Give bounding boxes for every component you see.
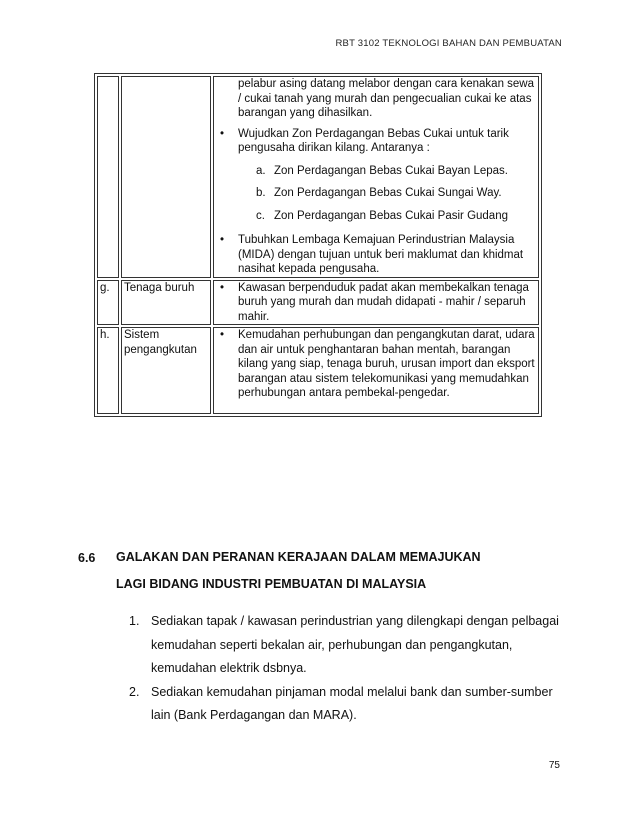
bullet-icon: •: [220, 127, 225, 140]
description-cell: [213, 327, 539, 414]
bullet-icon: •: [220, 329, 225, 341]
factor-cell: [121, 76, 211, 278]
factor-cell: Tenaga buruh: [121, 280, 211, 326]
list-item: • Wujudkan Zon Perdagangan Bebas Cukai untuk tarik pengusaha dirikan kilang. Antaranya :: [216, 127, 536, 156]
sub-list-item: b. Zon Perdagangan Bebas Cukai Sungai Way.: [256, 187, 502, 199]
table-row: [97, 327, 539, 414]
running-header: RBT 3102 TEKNOLOGI BAHAN DAN PEMBUATAN: [335, 38, 562, 49]
sub-list-item: c. Zon Perdagangan Bebas Cukai Pasir Gudang: [256, 209, 508, 222]
bullet-icon: •: [220, 234, 225, 246]
factors-table: [94, 73, 542, 417]
page-number: 75: [548, 760, 560, 771]
number-cell: g.: [97, 280, 119, 326]
section-title: [116, 544, 481, 598]
list-item: 1. Sediakan tapak / kawasan perindustrian yang dilengkapi dengan pelbagai kemudahan seperti bekalan air, perhubungan dan pengangkutan, kemudahan elektrik dsbnya.: [129, 614, 559, 675]
list-item: 2. Sediakan kemudahan pinjaman modal melalui bank dan sumber-sumber lain (Bank Perdagangan dan MARA).: [129, 684, 553, 722]
number-cell: [97, 76, 119, 278]
numbered-list: [129, 610, 569, 728]
section-title-line: LAGI BIDANG INDUSTRI PEMBUATAN DI MALAYSIA: [116, 577, 427, 591]
sub-list-item: a. Zon Perdagangan Bebas Cukai Bayan Lepas.: [256, 164, 508, 177]
description-cell: [213, 76, 539, 278]
factor-cell: Sistem pengangkutan: [121, 327, 211, 414]
list-item: • Tubuhkan Lembaga Kemajuan Perindustrian Malaysia (MIDA) dengan tujuan untuk beri maklumat dan khidmat nasihat kepada pengusaha.: [216, 233, 536, 277]
bullet-icon: •: [220, 281, 225, 294]
section-title-line: GALAKAN DAN PERANAN KERAJAAN DALAM MEMAJUKAN: [116, 550, 481, 564]
number-cell: h.: [97, 327, 119, 414]
list-item: • Kawasan berpenduduk padat akan membekalkan tenaga buruh yang murah dan mudah didapati - mahir / separuh mahir.: [216, 281, 536, 325]
continued-paragraph: pelabur asing datang melabor dengan cara kenakan sewa / cukai tanah yang murah dan pengecualian cukai ke atas barangan yang dihasilkan.: [238, 78, 535, 119]
table-row: [97, 76, 539, 278]
list-item: • Kemudahan perhubungan dan pengangkutan darat, udara dan air untuk penghantaran bahan mentah, barangan kilang yang siap, tenaga buruh, urusan import dan eksport barangan atau sistem telekomunikasi yang memudahkan perhubungan antara pembekal-pengedar.: [216, 328, 536, 401]
table-row: [97, 280, 539, 326]
section-number: 6.6: [78, 551, 96, 565]
description-cell: [213, 280, 539, 326]
